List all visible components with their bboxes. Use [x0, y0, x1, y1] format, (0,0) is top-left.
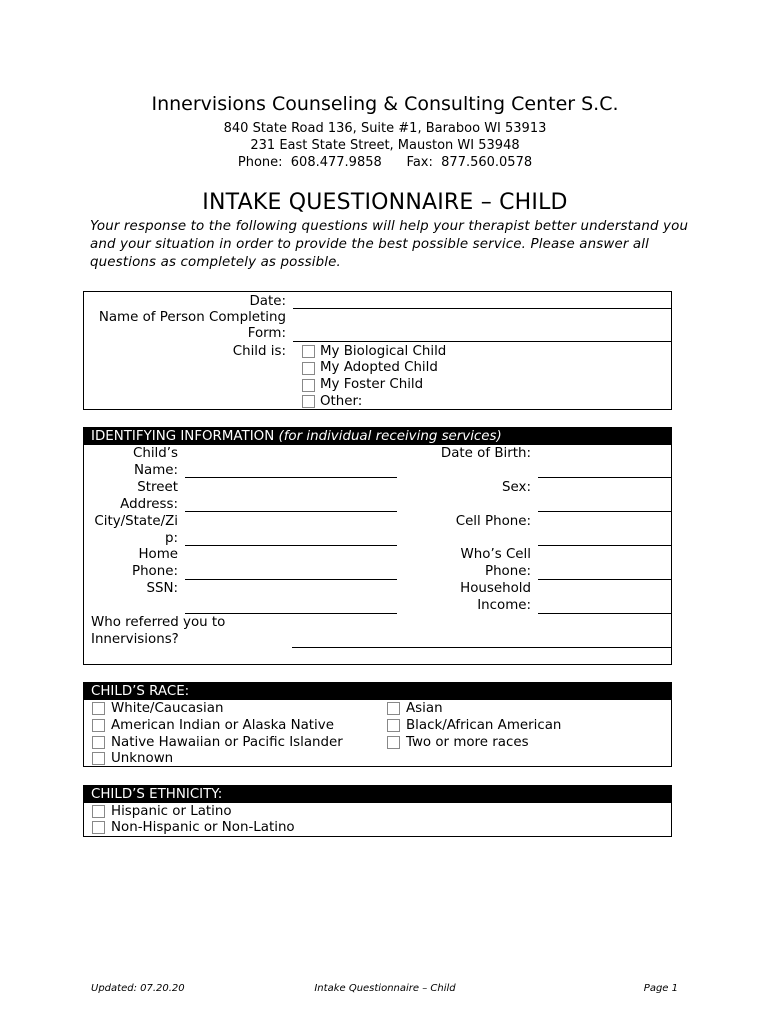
other-checkbox[interactable]: [302, 395, 315, 408]
hispanic-latino-checkbox[interactable]: [92, 805, 105, 818]
referred-field[interactable]: [292, 647, 672, 648]
dob-label: Date of Birth:: [440, 446, 531, 461]
home-phone-label-cont: Phone:: [132, 564, 178, 579]
footer-page-number: Page 1: [643, 983, 678, 994]
childs-name-label: Child’s: [132, 446, 178, 461]
race-section: [83, 682, 672, 767]
whos-cell-label-cont: Phone:: [485, 564, 531, 579]
dob-field[interactable]: [538, 477, 672, 478]
two-or-more-races-checkbox[interactable]: [387, 736, 400, 749]
organization-name: Innervisions Counseling & Consulting Center S.C.: [151, 93, 619, 115]
household-income-label: Household: [460, 581, 531, 596]
person-completing-label-cont: Form:: [247, 326, 286, 341]
biological-child-checkbox[interactable]: [302, 345, 315, 358]
city-state-zip-field[interactable]: [185, 545, 397, 546]
whos-cell-field[interactable]: [538, 579, 672, 580]
asian-label: Asian: [406, 701, 443, 716]
other-label: Other:: [320, 394, 363, 409]
foster-child-label: My Foster Child: [320, 377, 424, 392]
white-caucasian-checkbox[interactable]: [92, 702, 105, 715]
home-phone-field[interactable]: [185, 579, 397, 580]
non-hispanic-label: Non-Hispanic or Non-Latino: [111, 820, 295, 835]
household-income-field[interactable]: [538, 613, 672, 614]
street-address-label: Street: [137, 480, 178, 495]
home-phone-label: Home: [138, 547, 178, 562]
sex-label: Sex:: [502, 480, 531, 495]
referred-label: Who referred you to: [91, 615, 226, 630]
sex-field[interactable]: [538, 511, 672, 512]
identifying-section: [83, 427, 672, 665]
adopted-child-label: My Adopted Child: [320, 360, 438, 375]
date-label: Date:: [249, 294, 286, 309]
foster-child-checkbox[interactable]: [302, 379, 315, 392]
native-hawaiian-checkbox[interactable]: [92, 736, 105, 749]
completion-section: [83, 291, 672, 410]
adopted-child-checkbox[interactable]: [302, 362, 315, 375]
white-caucasian-label: White/Caucasian: [111, 701, 224, 716]
person-completing-field[interactable]: [293, 341, 672, 342]
hispanic-latino-label: Hispanic or Latino: [111, 804, 232, 819]
referred-label-cont: Innervisions?: [91, 632, 179, 647]
cell-phone-label: Cell Phone:: [455, 514, 531, 529]
american-indian-checkbox[interactable]: [92, 719, 105, 732]
ssn-label: SSN:: [146, 581, 178, 596]
black-african-american-label: Black/African American: [406, 718, 562, 733]
american-indian-label: American Indian or Alaska Native: [111, 718, 334, 733]
city-state-zip-label: City/State/Zi: [94, 514, 178, 529]
cell-phone-field[interactable]: [538, 545, 672, 546]
form-title: INTAKE QUESTIONNAIRE – CHILD: [202, 190, 568, 215]
identifying-header: [84, 428, 671, 445]
ethnicity-header: CHILD’S ETHNICITY:: [84, 786, 671, 803]
city-state-zip-label-cont: p:: [164, 531, 178, 546]
household-income-label-cont: Income:: [477, 598, 531, 613]
address-line-1: 840 State Road 136, Suite #1, Baraboo WI 53913: [223, 121, 547, 136]
ethnicity-section: [83, 785, 672, 837]
intro-text: Your response to the following questions will help your therapist better understand you and your situation in order to provide the best possible service. Please answer all questions as completely as possible.: [90, 219, 689, 270]
phone-fax-line: Phone: 608.477.9858 Fax: 877.560.0578: [237, 155, 533, 170]
whos-cell-label: Who’s Cell: [460, 547, 531, 562]
childs-name-label-cont: Name:: [133, 463, 178, 478]
footer-title: Intake Questionnaire – Child: [314, 983, 456, 994]
identifying-header-title: IDENTIFYING INFORMATION: [91, 429, 279, 444]
biological-child-label: My Biological Child: [320, 344, 447, 359]
native-hawaiian-label: Native Hawaiian or Pacific Islander: [111, 735, 343, 750]
asian-checkbox[interactable]: [387, 702, 400, 715]
street-address-label-cont: Address:: [120, 497, 178, 512]
address-line-2: 231 East State Street, Mauston WI 53948: [250, 138, 520, 153]
unknown-label: Unknown: [111, 751, 174, 766]
street-address-field[interactable]: [185, 511, 397, 512]
two-or-more-races-label: Two or more races: [406, 735, 529, 750]
footer-updated: Updated: 07.20.20: [91, 983, 185, 994]
identifying-header-note: (for individual receiving services): [278, 429, 502, 444]
race-header: CHILD’S RACE:: [84, 683, 671, 700]
person-completing-label: Name of Person Completing: [98, 310, 286, 325]
childs-name-field[interactable]: [185, 477, 397, 478]
child-is-label: Child is:: [232, 344, 286, 359]
date-field[interactable]: [293, 308, 672, 309]
unknown-checkbox[interactable]: [92, 752, 105, 765]
non-hispanic-checkbox[interactable]: [92, 821, 105, 834]
black-african-american-checkbox[interactable]: [387, 719, 400, 732]
